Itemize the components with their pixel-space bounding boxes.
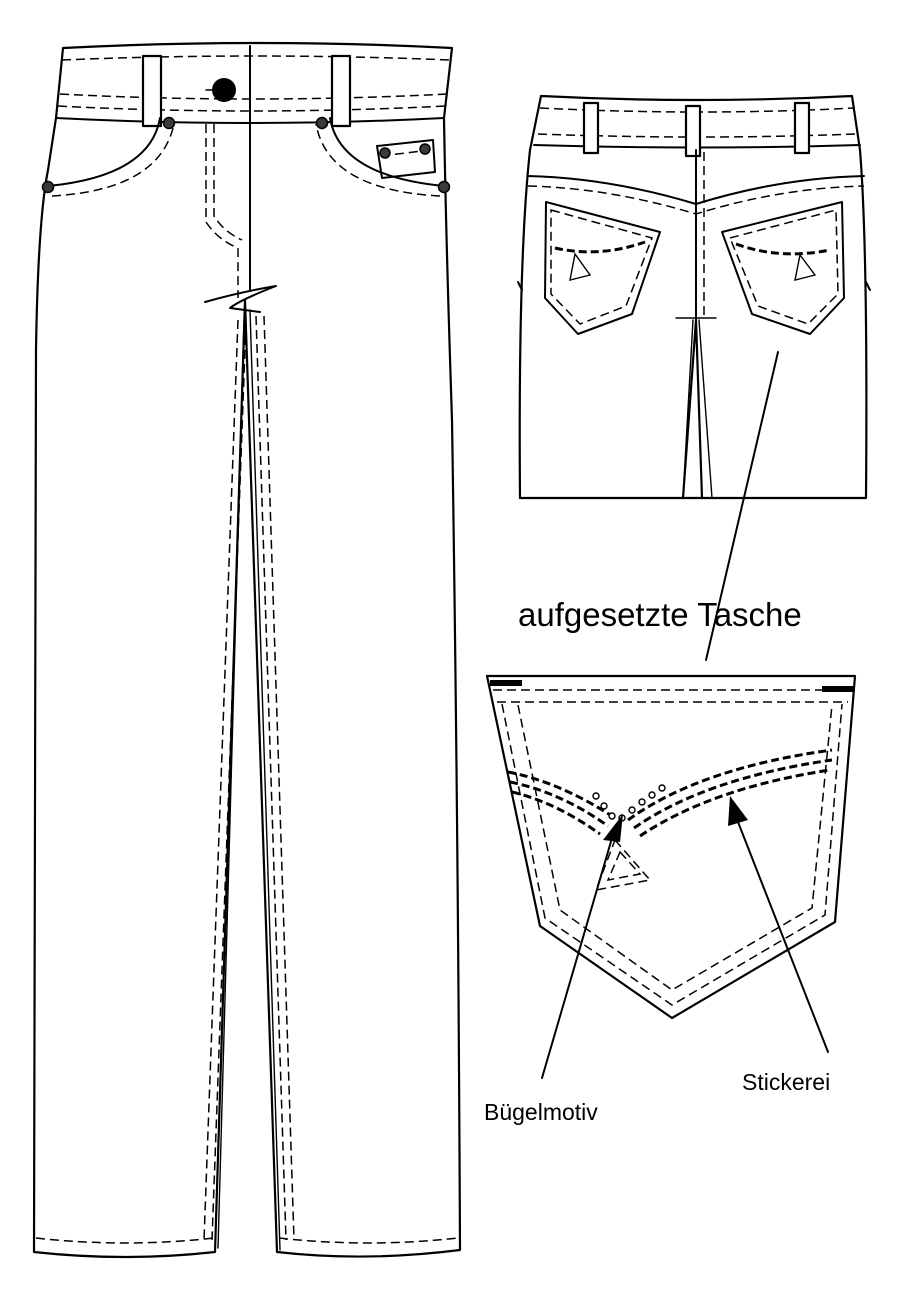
rivet-coin-2	[420, 144, 430, 154]
label-patch-pocket: aufgesetzte Tasche	[518, 596, 802, 633]
rivet-right-top	[317, 118, 328, 129]
rivet-right-side	[439, 182, 450, 193]
motif-dot-7	[649, 792, 655, 798]
jeans-front-view	[34, 43, 460, 1257]
motif-dot-2	[601, 803, 607, 809]
back-belt-loop-right	[795, 103, 809, 153]
detail-pocket-bartack-right	[822, 686, 854, 692]
motif-dot-8	[659, 785, 665, 791]
back-belt-loop-center	[686, 106, 700, 156]
pocket-detail-view	[487, 676, 855, 1078]
detail-pocket-outline	[487, 676, 855, 1018]
rivet-left-side	[43, 182, 54, 193]
label-embroidery: Stickerei	[742, 1069, 831, 1095]
motif-dot-1	[593, 793, 599, 799]
belt-loop-left	[143, 56, 161, 126]
rivet-left-top	[164, 118, 175, 129]
belt-loop-right	[332, 56, 350, 126]
label-iron-on-motif: Bügelmotiv	[484, 1099, 598, 1125]
jeans-back-view	[518, 96, 870, 498]
detail-pocket-bartack-left	[490, 680, 522, 686]
motif-dot-6	[639, 799, 645, 805]
back-belt-loop-left	[584, 103, 598, 153]
jeans-front-outline	[34, 43, 460, 1257]
waist-button	[212, 78, 236, 102]
rivet-coin-1	[380, 148, 390, 158]
motif-dot-5	[629, 807, 635, 813]
motif-dot-3	[609, 813, 615, 819]
